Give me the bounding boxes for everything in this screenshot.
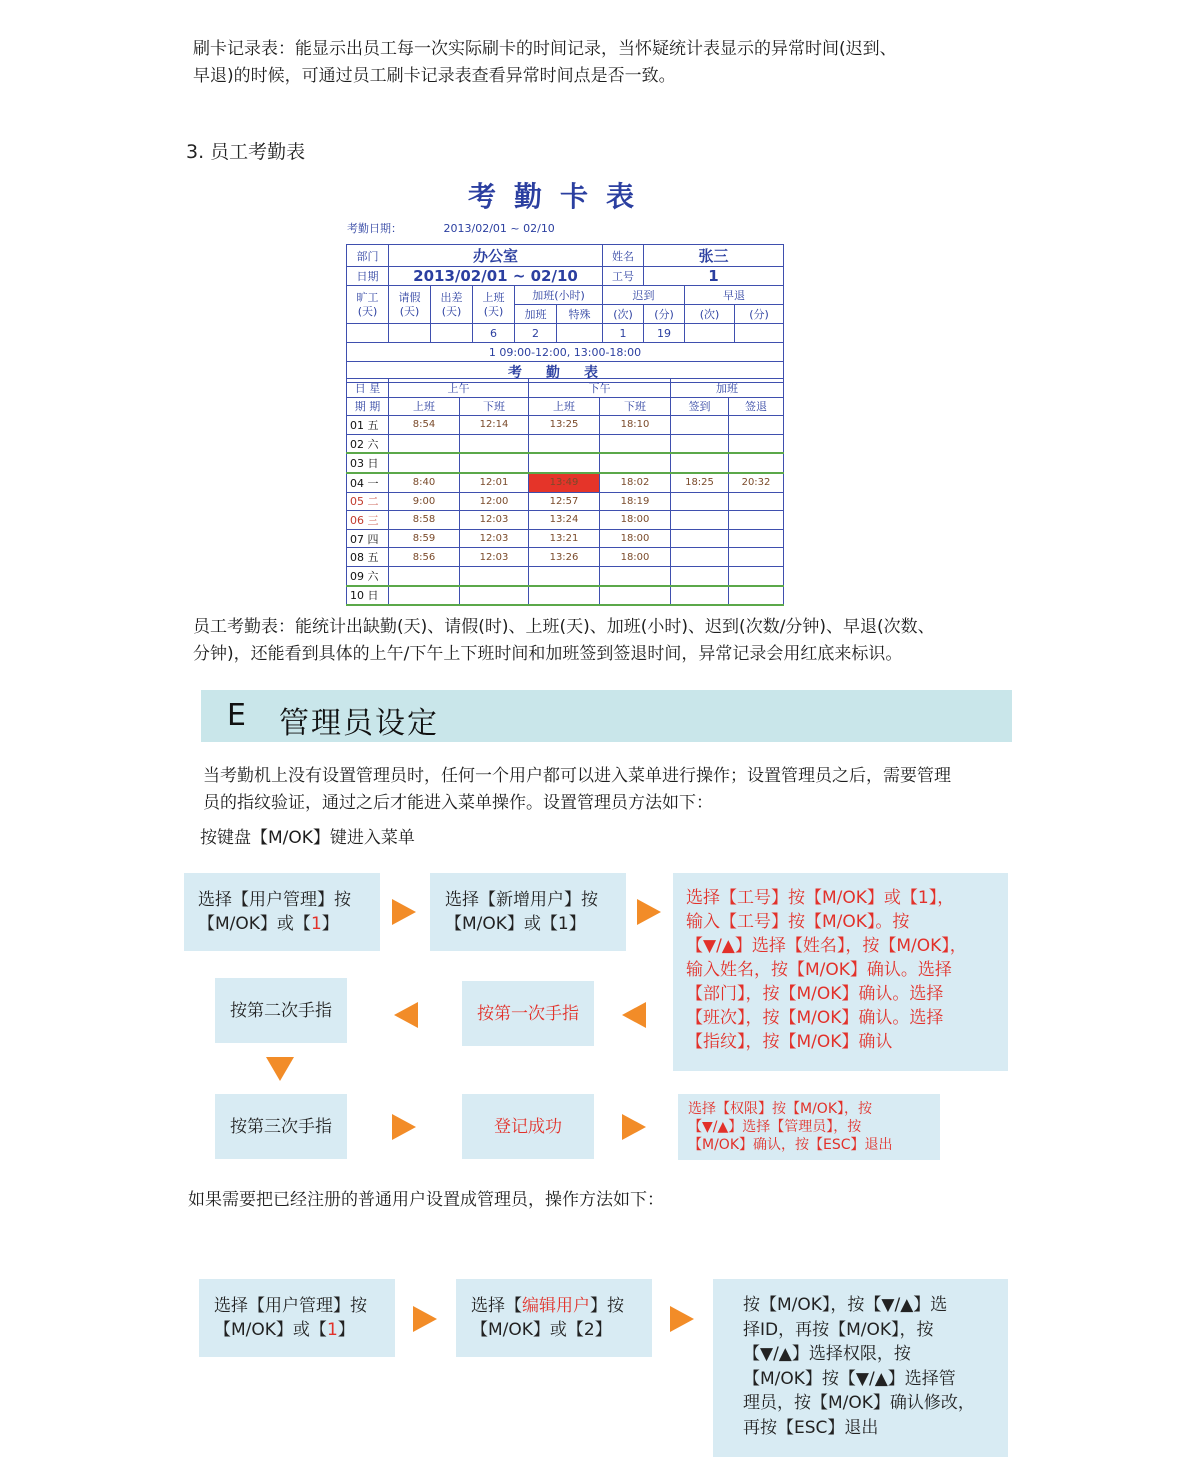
early-min-header: (分) (735, 305, 784, 324)
cell-ot-out (729, 416, 784, 435)
flow2-box-change-permission (713, 1279, 1008, 1457)
box-line: 理员，按【M/OK】确认修改， (743, 1393, 975, 1413)
cell-ot-out (729, 548, 784, 567)
cell-pm-in: 13:21 (529, 529, 600, 548)
intro-paragraph (193, 36, 897, 90)
cell-date: 04 一 (347, 473, 389, 492)
late-times-value: 1 (603, 324, 644, 343)
flow1-arrow-1 (392, 899, 416, 925)
cell-am-in (389, 453, 460, 473)
cell-ot-out: 20:32 (729, 473, 784, 492)
box-line: 【M/OK】按【▼/▲】选择管 (743, 1368, 956, 1389)
flow1-box-set-permission (678, 1094, 940, 1160)
table-row (347, 586, 784, 606)
late-times-header: (次) (603, 305, 644, 324)
cell-ot-in (671, 586, 729, 606)
table-row (347, 473, 784, 492)
flow1-box-user-mgmt: 选择【用户管理】按 【M/OK】或【1】 (184, 873, 380, 951)
box-line: 【部门】，按【M/OK】确认。选择 (686, 984, 944, 1004)
cell-pm-in: 13:24 (529, 511, 600, 530)
cell-pm-in: 13:49 (529, 473, 600, 492)
late-min-header: (分) (644, 305, 685, 324)
flow2-box-user-mgmt: 选择【用户管理】按 【M/OK】或【1】 (199, 1279, 395, 1357)
cell-pm-out (600, 434, 671, 453)
table-row (347, 434, 784, 453)
cell-pm-out: 18:19 (600, 492, 671, 511)
cell-ot-in (671, 434, 729, 453)
absent-header: 旷工 (天) (347, 286, 389, 324)
box-line: 【▼/▲】选择权限，按 (743, 1344, 911, 1364)
sign-in-header: 签到 (671, 397, 729, 416)
admin-intro (203, 763, 951, 817)
summary-line-1: 员工考勤表：能统计出缺勤(天)、请假(时)、上班(天)、加班(小时)、迟到(次数/分钟)、早退(次数、 (193, 617, 935, 637)
table-row (347, 548, 784, 567)
section-e-title: 管理员设定 (279, 706, 439, 741)
table-row (347, 492, 784, 511)
flow1-box-success: 登记成功 (462, 1094, 594, 1159)
pm-on-header: 上班 (529, 397, 600, 416)
name-label: 姓名 (603, 245, 644, 267)
cell-am-in: 8:54 (389, 416, 460, 435)
box-line: 择ID，再按【M/OK】，按 (743, 1319, 934, 1340)
admin-intro-line-3: 按键盘【M/OK】键进入菜单 (200, 828, 415, 848)
section-e-letter: E (227, 698, 246, 733)
period-value: 2013/02/01 ~ 02/10 (389, 267, 603, 286)
box-line: 输入姓名，按【M/OK】确认。选择 (686, 960, 952, 980)
cell-am-in: 8:58 (389, 511, 460, 530)
cell-pm-in (529, 586, 600, 606)
am-off-header: 下班 (460, 397, 529, 416)
ot-normal-header: 加班 (515, 305, 557, 324)
sign-out-header: 签退 (729, 397, 784, 416)
box-line: 【指纹】，按【M/OK】确认 (686, 1032, 893, 1052)
admin-intro-line-2: 员的指纹验证，通过之后才能进入菜单操作。设置管理员方法如下： (203, 793, 713, 813)
early-header: 早退 (685, 286, 784, 305)
cell-am-in: 9:00 (389, 492, 460, 511)
cell-ot-out (729, 529, 784, 548)
cell-pm-in (529, 434, 600, 453)
cell-date: 01 五 (347, 416, 389, 435)
ot-value: 2 (515, 324, 557, 343)
shift-info: 1 09:00-12:00, 13:00-18:00 (347, 343, 784, 362)
card-title: 考勤卡表 (467, 180, 652, 213)
leave-header: 请假 (天) (389, 286, 431, 324)
cell-ot-out (729, 566, 784, 585)
pm-off-header: 下班 (600, 397, 671, 416)
cell-pm-in: 13:26 (529, 548, 600, 567)
section-e-header (201, 690, 1012, 742)
cell-am-in: 8:56 (389, 548, 460, 567)
cell-ot-in (671, 529, 729, 548)
flow1-box-second-finger: 按第二次手指 (215, 978, 347, 1043)
cell-pm-out: 18:00 (600, 548, 671, 567)
cell-am-out: 12:00 (460, 492, 529, 511)
cell-am-in: 8:59 (389, 529, 460, 548)
cell-am-in (389, 434, 460, 453)
box-line: 选择【权限】按【M/OK】，按 (688, 1101, 872, 1117)
cell-ot-in (671, 416, 729, 435)
morning-header: 上午 (389, 379, 529, 398)
cell-date: 06 三 (347, 511, 389, 530)
table-row (347, 566, 784, 585)
flow1-arrow-2 (637, 899, 661, 925)
day-week-header: 日 星 (347, 379, 389, 398)
cell-ot-out (729, 453, 784, 473)
cell-pm-out (600, 586, 671, 606)
flow2-box-edit-user: 选择【编辑用户】按 【M/OK】或【2】 (456, 1279, 652, 1357)
cell-date: 02 六 (347, 434, 389, 453)
cell-ot-in (671, 511, 729, 530)
cell-date: 08 五 (347, 548, 389, 567)
cell-date: 10 日 (347, 586, 389, 606)
cell-pm-in (529, 566, 600, 585)
cell-am-out: 12:03 (460, 529, 529, 548)
cell-date: 05 二 (347, 492, 389, 511)
summary-table (346, 244, 784, 383)
flow2-arrow-1 (413, 1306, 437, 1332)
intro-line-1: 刷卡记录表：能显示出员工每一次实际刷卡的时间记录，当怀疑统计表显示的异常时间(迟到、 (193, 39, 897, 59)
cell-pm-in: 13:25 (529, 416, 600, 435)
cell-pm-out (600, 453, 671, 473)
cell-ot-out (729, 586, 784, 606)
flow1-arrow-3 (394, 1002, 418, 1028)
mid-text: 如果需要把已经注册的普通用户设置成管理员，操作方法如下： (188, 1190, 664, 1210)
intro-line-2: 早退)的时候，可通过员工刷卡记录表查看异常时间点是否一致。 (193, 66, 676, 86)
cell-pm-in (529, 453, 600, 473)
box-line: 【M/OK】确认，按【ESC】退出 (688, 1137, 893, 1153)
flow1-arrow-down (266, 1057, 294, 1081)
cell-am-in (389, 586, 460, 606)
summary-paragraph (193, 614, 935, 668)
am-on-header: 上班 (389, 397, 460, 416)
cell-ot-in: 18:25 (671, 473, 729, 492)
summary-line-2: 分钟)，还能看到具体的上午/下午上下班时间和加班签到签退时间，异常记录会用红底来标识。 (193, 644, 903, 664)
box-line: 【▼/▲】选择【姓名】，按【M/OK】， (686, 936, 967, 956)
daily-table (346, 378, 784, 606)
early-times-header: (次) (685, 305, 735, 324)
cell-am-out: 12:03 (460, 548, 529, 567)
afternoon-header: 下午 (529, 379, 671, 398)
work-header: 上班 (天) (473, 286, 515, 324)
box-line: 再按【ESC】退出 (743, 1417, 879, 1438)
late-header: 迟到 (603, 286, 685, 305)
cell-am-in (389, 566, 460, 585)
admin-intro-line-1: 当考勤机上没有设置管理员时，任何一个用户都可以进入菜单进行操作；设置管理员之后，需要管理 (203, 766, 951, 786)
ot-header: 加班(小时) (515, 286, 603, 305)
card-date-value: 2013/02/01 ~ 02/10 (443, 222, 555, 235)
overtime-header: 加班 (671, 379, 784, 398)
cell-am-in: 8:40 (389, 473, 460, 492)
cell-am-out: 12:14 (460, 416, 529, 435)
work-value: 6 (473, 324, 515, 343)
dept-value: 办公室 (389, 245, 603, 267)
day-week-header-2: 期 期 (347, 397, 389, 416)
box-line: 【班次】，按【M/OK】确认。选择 (686, 1008, 944, 1028)
cell-am-out: 12:01 (460, 473, 529, 492)
box-line: 按【M/OK】，按【▼/▲】选 (743, 1295, 948, 1315)
sub-title: 考勤表 (347, 362, 784, 383)
cell-pm-out: 18:02 (600, 473, 671, 492)
name-value: 张三 (644, 245, 784, 267)
cell-ot-out (729, 492, 784, 511)
period-label: 日期 (347, 267, 389, 286)
ot-special-header: 特殊 (557, 305, 603, 324)
table-row (347, 453, 784, 473)
card-date-range (347, 220, 555, 236)
cell-am-out (460, 434, 529, 453)
box-line: 选择【工号】按【M/OK】或【1】， (686, 888, 955, 908)
cell-date: 03 日 (347, 453, 389, 473)
flow1-box-add-user: 选择【新增用户】按 【M/OK】或【1】 (430, 873, 626, 951)
cell-pm-in: 12:57 (529, 492, 600, 511)
cell-am-out: 12:03 (460, 511, 529, 530)
cell-ot-in (671, 492, 729, 511)
cell-am-out (460, 453, 529, 473)
table-row (347, 416, 784, 435)
box-line: 【▼/▲】选择【管理员】，按 (688, 1119, 862, 1135)
flow1-box-third-finger: 按第三次手指 (215, 1094, 347, 1159)
table-row (347, 511, 784, 530)
flow1-arrow-4 (622, 1002, 646, 1028)
flow2-arrow-2 (670, 1306, 694, 1332)
id-value: 1 (644, 267, 784, 286)
cell-ot-out (729, 511, 784, 530)
table-row (347, 529, 784, 548)
cell-ot-out (729, 434, 784, 453)
trip-header: 出差 (天) (431, 286, 473, 324)
id-label: 工号 (603, 267, 644, 286)
cell-am-out (460, 586, 529, 606)
cell-am-out (460, 566, 529, 585)
dept-label: 部门 (347, 245, 389, 267)
flow1-box-input-details (673, 873, 1008, 1071)
flow1-box-first-finger: 按第一次手指 (462, 981, 594, 1046)
flow1-arrow-5 (392, 1114, 416, 1140)
section-3-title: 3. 员工考勤表 (186, 141, 306, 163)
cell-pm-out: 18:10 (600, 416, 671, 435)
cell-ot-in (671, 453, 729, 473)
cell-ot-in (671, 566, 729, 585)
card-date-label: 考勤日期： (347, 222, 402, 235)
cell-date: 09 六 (347, 566, 389, 585)
box-line: 输入【工号】按【M/OK】。按 (686, 912, 910, 932)
late-min-value: 19 (644, 324, 685, 343)
cell-ot-in (671, 548, 729, 567)
flow1-arrow-6 (622, 1114, 646, 1140)
cell-pm-out (600, 566, 671, 585)
cell-date: 07 四 (347, 529, 389, 548)
cell-pm-out: 18:00 (600, 529, 671, 548)
cell-pm-out: 18:00 (600, 511, 671, 530)
